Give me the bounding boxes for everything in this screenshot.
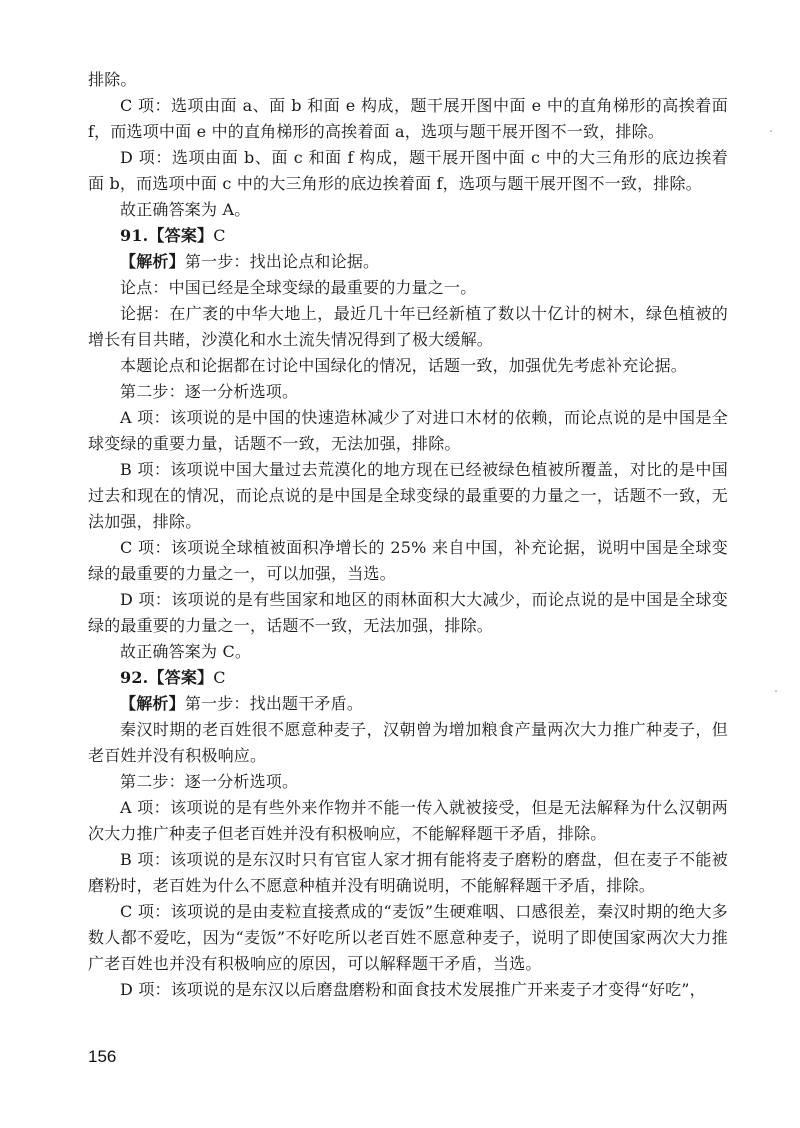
paragraph-text: A 项：该项说的是中国的快速造林减少了对进口木材的依赖，而论点说的是中国是全球变绿的重要力量，话题不一致，无法加强，排除。 (88, 408, 728, 453)
paragraph-13 (88, 587, 728, 639)
paragraph-18 (88, 769, 728, 795)
paragraph-20 (88, 847, 728, 899)
paragraph-text: 第二步：逐一分析选项。 (120, 772, 299, 791)
page-number: 156 (88, 1047, 117, 1066)
paragraph-text: 论点：中国已经是全球变绿的最重要的力量之一。 (120, 278, 477, 297)
paragraph-text: B 项：该项说的是东汉时只有官宦人家才拥有能将麦子磨粉的磨盘，但在麦子不能被磨粉时，老百姓为什么不愿意种植并没有明确说明，不能解释题干矛盾，排除。 (88, 850, 728, 895)
paragraph-text: 论据：在广袤的中华大地上，最近几十年已经新植了数以十亿计的树木，绿色植被的增长有目共睹，沙漠化和水土流失情况得到了极大缓解。 (88, 304, 728, 349)
analysis-label: 【解析】 (120, 252, 185, 271)
scan-speck (775, 690, 777, 692)
paragraph-text: 排除。 (88, 70, 137, 89)
paragraph-text: C 项：该项说的是由麦粒直接煮成的“麦饭”生硬难咽、口感很差，秦汉时期的绝大多数人都不爱吃，因为“麦饭”不好吃所以老百姓不愿意种麦子，说明了即使国家两次大力推广老百姓也并没有积极响应的原因，可以解释题干矛盾，当选。 (88, 902, 728, 973)
paragraph-text: B 项：该项说中国大量过去荒漠化的地方现在已经被绿色植被所覆盖，对比的是中国过去和现在的情况，而论点说的是中国是全球变绿的最重要的力量之一，话题不一致，无法加强，排除。 (88, 460, 728, 531)
analysis-92 (88, 691, 728, 717)
paragraph-0 (88, 67, 728, 93)
paragraph-text: 秦汉时期的老百姓很不愿意种麦子，汉朝曾为增加粮食产量两次大力推广种麦子，但老百姓并没有积极响应。 (88, 720, 728, 765)
paragraph-3 (88, 197, 728, 223)
paragraph-14 (88, 639, 728, 665)
paragraph-9 (88, 379, 728, 405)
paragraph-text: A 项：该项说的是有些外来作物并不能一传入就被接受，但是无法解释为什么汉朝两次大力推广种麦子但老百姓并没有积极响应，不能解释题干矛盾，排除。 (88, 798, 728, 843)
paragraph-1 (88, 93, 728, 145)
paragraph-7 (88, 301, 728, 353)
answer-92 (88, 665, 728, 691)
paragraph-11 (88, 457, 728, 535)
paragraph-21 (88, 899, 728, 977)
paragraph-text: 本题论点和论据都在讨论中国绿化的情况，话题一致，加强优先考虑补充论据。 (120, 356, 688, 375)
paragraph-text: 第二步：逐一分析选项。 (120, 382, 299, 401)
analysis-91 (88, 249, 728, 275)
answer-label: 91.【答案】 (120, 226, 214, 245)
paragraph-17 (88, 717, 728, 769)
paragraph-text: C 项：该项说全球植被面积净增长的 25% 来自中国，补充论据，说明中国是全球变绿的最重要的力量之一，可以加强，当选。 (88, 538, 728, 583)
answer-91 (88, 223, 728, 249)
answer-value: C (213, 668, 226, 687)
paragraph-text: 故正确答案为 A。 (120, 200, 251, 219)
paragraph-12 (88, 535, 728, 587)
paragraph-text: C 项：选项由面 a、面 b 和面 e 构成，题干展开图中面 e 中的直角梯形的高挨着面 f，而选项中面 e 中的直角梯形的高挨着面 a，选项与题干展开图不一致，排除。 (88, 96, 728, 141)
paragraph-text: D 项：选项由面 b、面 c 和面 f 构成，题干展开图中面 c 中的大三角形的底边挨着面 b，而选项中面 c 中的大三角形的底边挨着面 f，选项与题干展开图不一致，排除。 (88, 148, 728, 193)
paragraph-10 (88, 405, 728, 457)
paragraph-text: 第一步：找出论点和论据。 (184, 252, 380, 271)
paragraph-text: 故正确答案为 C。 (120, 642, 252, 661)
paragraph-19 (88, 795, 728, 847)
answer-label: 92.【答案】 (120, 668, 214, 687)
paragraph-8 (88, 353, 728, 379)
paragraph-text: D 项：该项说的是东汉以后磨盘磨粉和面食技术发展推广开来麦子才变得“好吃”， (120, 980, 706, 999)
paragraph-6 (88, 275, 728, 301)
answer-value: C (213, 226, 226, 245)
analysis-label: 【解析】 (120, 694, 185, 713)
paragraph-2 (88, 145, 728, 197)
scan-speck (770, 130, 772, 132)
paragraph-22 (88, 977, 728, 1003)
paragraph-text: D 项：该项说的是有些国家和地区的雨林面积大大减少，而论点说的是中国是全球变绿的最重要的力量之一，话题不一致，无法加强，排除。 (88, 590, 728, 635)
paragraph-text: 第一步：找出题干矛盾。 (184, 694, 364, 713)
